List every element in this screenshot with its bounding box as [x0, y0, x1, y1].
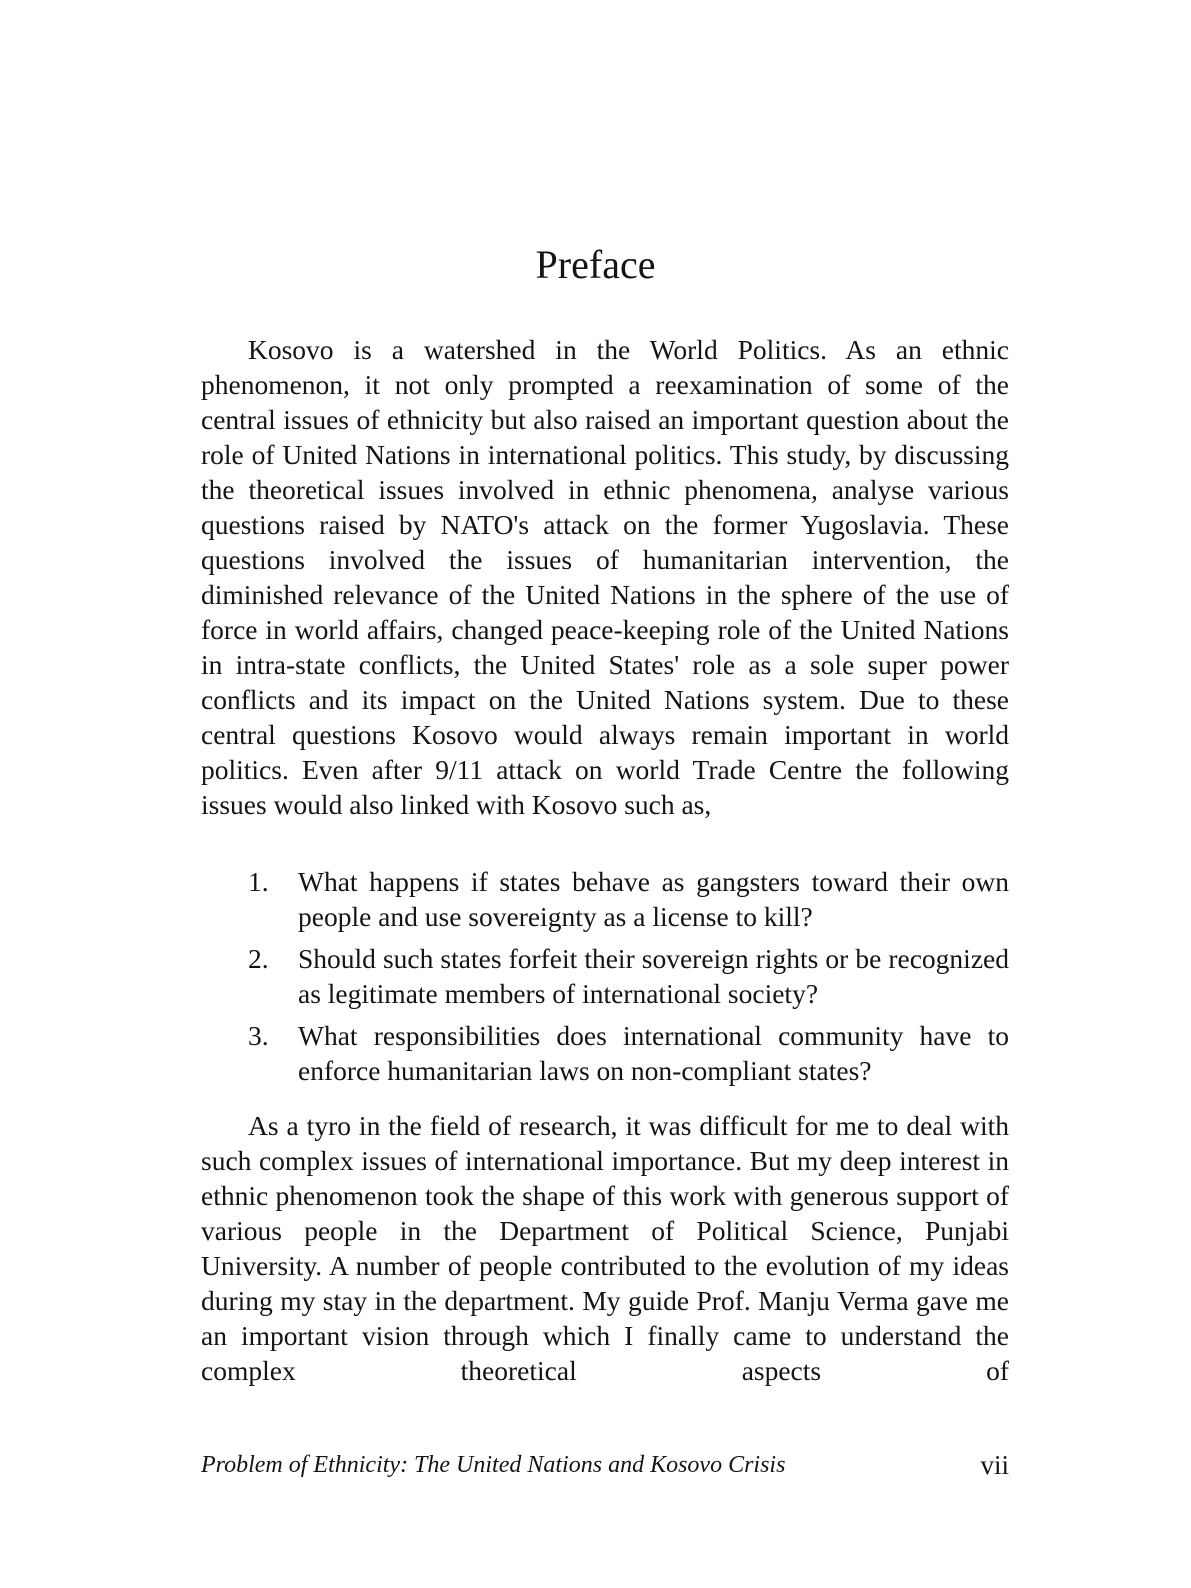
running-title: Problem of Ethnicity: The United Nations and Kosovo Crisis	[201, 1452, 786, 1478]
intro-paragraph: Kosovo is a watershed in the World Politics. As an ethnic phenomenon, it not only prompted a reexamination of some of the central issues of ethnicity but also raised an important question about the role of United Nations in international politics. This study, by discussing the theoretical issues involved in ethnic phenomena, analyse various questions raised by NATO's attack on the former Yugoslavia. These questions involved the issues of humanitarian intervention, the diminished relevance of the United Nations in the sphere of the use of force in world affairs, changed peace-keeping role of the United Nations in intra-state conflicts, the United States' role as a sole super power conflicts and its impact on the United Nations system. Due to these central questions Kosovo would always remain important in world politics. Even after 9/11 attack on world Trade Centre the following issues would also linked with Kosovo such as,	[201, 334, 1009, 820]
list-item-number: 2.	[248, 943, 269, 974]
question-list	[201, 864, 1009, 1095]
list-item	[201, 864, 1009, 934]
list-item-text: What happens if states behave as gangsters toward their own people and use sovereignty as a license to kill?	[298, 866, 1009, 932]
list-item	[201, 1018, 1009, 1088]
list-item-text: What responsibilities does international community have to enforce humanitarian laws on non-compliant states?	[298, 1020, 1009, 1086]
list-item-number: 3.	[248, 1020, 269, 1051]
acknowledgement-paragraph: As a tyro in the field of research, it was difficult for me to deal with such complex issues of international importance. But my deep interest in ethnic phenomenon took the shape of this work with generous support of various people in the Department of Political Science, Punjabi University. A number of people contributed to the evolution of my ideas during my stay in the department. My guide Prof. Manju Verma gave me an important vision through which I finally came to understand the complex theoretical aspects of	[201, 1110, 1009, 1386]
page-title: Preface	[535, 242, 656, 287]
page-number: vii	[980, 1450, 1009, 1480]
list-item-text: Should such states forfeit their sovereign rights or be recognized as legitimate members of international society?	[298, 943, 1009, 1009]
list-item	[201, 941, 1009, 1011]
list-item-number: 1.	[248, 866, 269, 897]
